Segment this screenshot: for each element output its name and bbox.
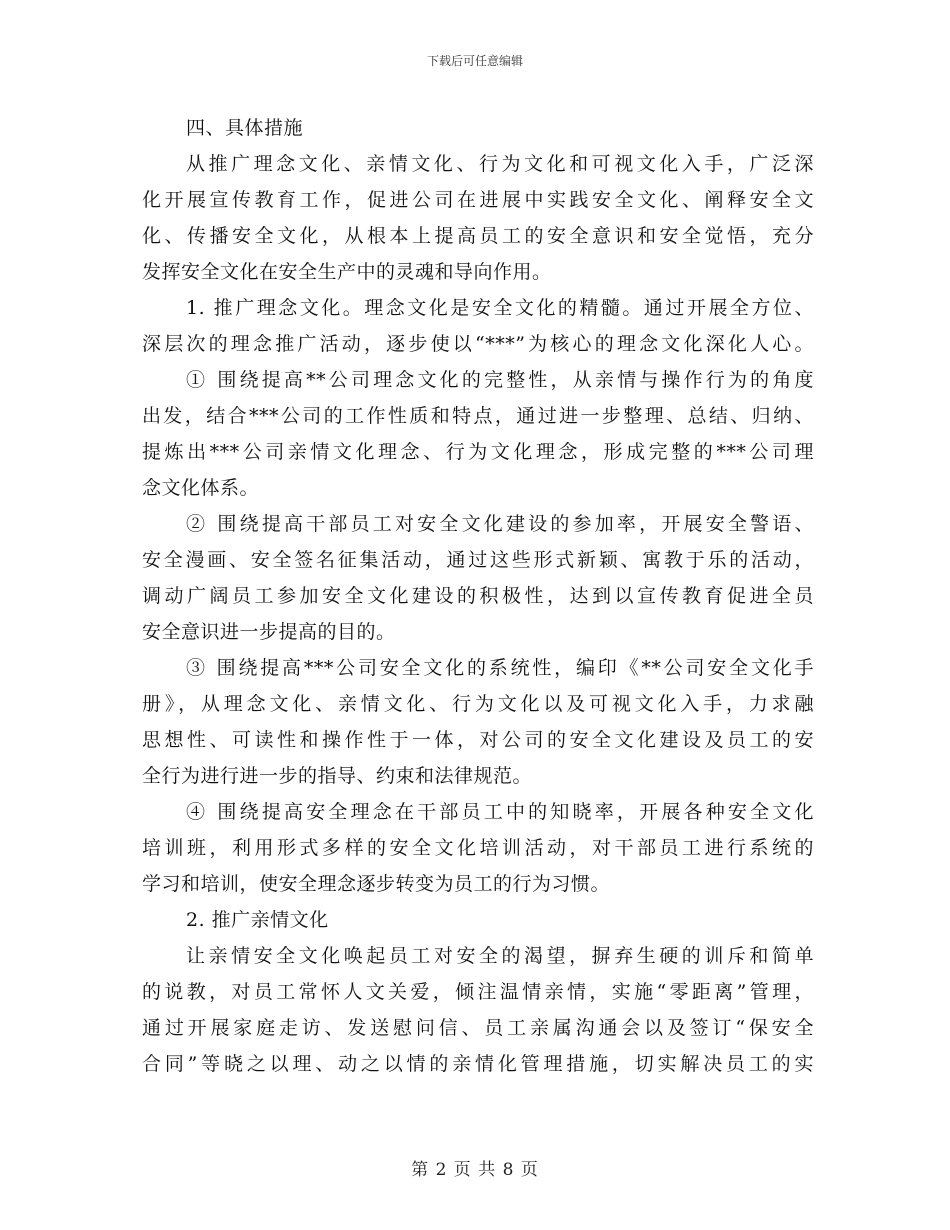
text-line: 2. 推广亲情文化 xyxy=(186,909,329,931)
text-line: 从推广理念文化、亲情文化、行为文化和可视文化入手，广泛深 xyxy=(186,153,814,175)
text-line: 的说教，对员工常怀人文关爱，倾注温情亲情，实施“零距离”管理， xyxy=(142,981,814,1003)
text-line: 学习和培训，使安全理念逐步转变为员工的行为习惯。 xyxy=(142,873,611,895)
text-line: 思想性、可读性和操作性于一体，对公司的安全文化建设及员工的安 xyxy=(142,729,814,751)
text-line: 安全漫画、安全签名征集活动，通过这些形式新颖、寓教于乐的活动， xyxy=(142,549,814,571)
text-line: 册》，从理念文化、亲情文化、行为文化以及可视文化入手，力求融 xyxy=(142,693,814,715)
text-line: 安全意识进一步提高的目的。 xyxy=(142,621,396,643)
text-line: 通过开展家庭走访、发送慰问信、员工亲属沟通会以及签订“保安全 xyxy=(142,1017,814,1039)
text-line: 1. 推广理念文化。理念文化是安全文化的精髓。通过开展全方位、 xyxy=(186,297,814,319)
page-footer: 第 2 页 共 8 页 xyxy=(411,1160,539,1180)
header-note: 下载后可任意编辑 xyxy=(426,54,523,68)
text-line: ② 围绕提高干部员工对安全文化建设的参加率，开展安全警语、 xyxy=(186,513,814,535)
text-line: ① 围绕提高**公司理念文化的完整性，从亲情与操作行为的角度 xyxy=(186,369,814,391)
document-body xyxy=(142,110,814,1082)
text-line: 培训班，利用形式多样的安全文化培训活动，对干部员工进行系统的 xyxy=(142,837,814,859)
text-line: 念文化体系。 xyxy=(142,477,260,499)
text-line: 提炼出***公司亲情文化理念、行为文化理念，形成完整的***公司理 xyxy=(142,441,814,463)
text-line: 让亲情安全文化唤起员工对安全的渴望，摒弃生硬的训斥和简单 xyxy=(186,945,814,967)
text-line: 调动广阔员工参加安全文化建设的积极性，达到以宣传教育促进全员 xyxy=(142,585,814,607)
text-line: ④ 围绕提高安全理念在干部员工中的知晓率，开展各种安全文化 xyxy=(186,801,814,823)
text-line: 出发，结合***公司的工作性质和特点，通过进一步整理、总结、归纳、 xyxy=(142,405,814,427)
text-line: 发挥安全文化在安全生产中的灵魂和导向作用。 xyxy=(142,261,552,283)
text-line: 化开展宣传教育工作，促进公司在进展中实践安全文化、阐释安全文 xyxy=(142,189,814,211)
text-line: 合同”等晓之以理、动之以情的亲情化管理措施，切实解决员工的实 xyxy=(142,1053,814,1075)
text-line: 四、具体措施 xyxy=(186,117,304,139)
text-line: 化、传播安全文化，从根本上提高员工的安全意识和安全觉悟，充分 xyxy=(142,225,814,247)
text-line: 深层次的理念推广活动，逐步使以“***”为核心的理念文化深化人心。 xyxy=(142,333,814,355)
text-line: ③ 围绕提高***公司安全文化的系统性，编印《**公司安全文化手 xyxy=(186,657,814,679)
text-line: 全行为进行进一步的指导、约束和法律规范。 xyxy=(142,765,533,787)
